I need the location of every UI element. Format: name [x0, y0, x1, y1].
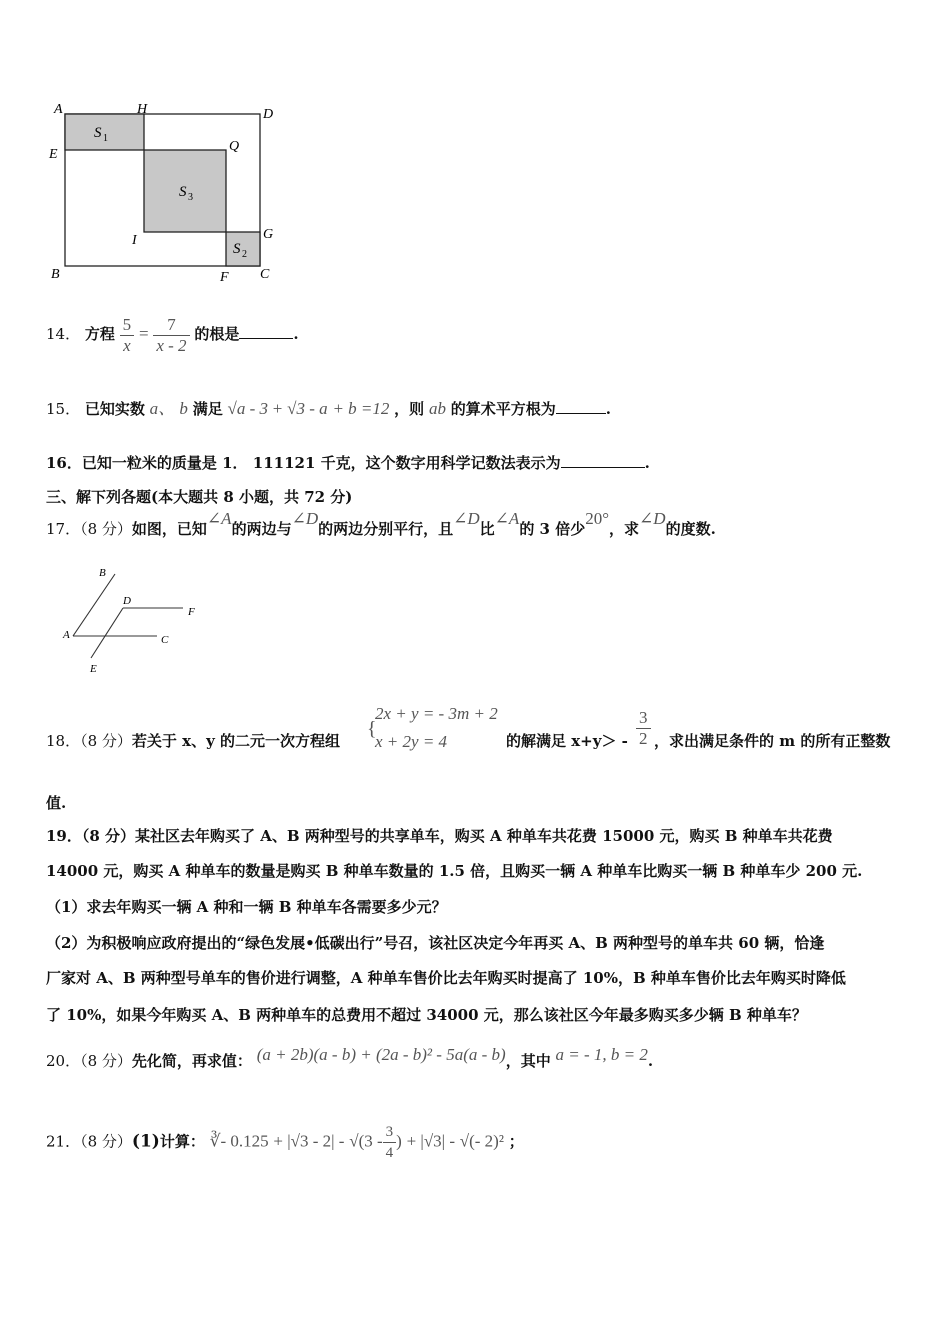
q18-p3-wrap	[654, 730, 890, 752]
q21-frac-den: 4	[385, 1145, 394, 1161]
question-17	[46, 509, 716, 540]
q17-angle-a-2: ∠A	[494, 509, 520, 528]
q15-tail2: 的算术平方根为	[450, 400, 556, 418]
q15-answer-blank	[556, 399, 606, 414]
region-s2-sub: 2	[242, 249, 247, 260]
region-s3-sub: 3	[188, 192, 193, 203]
section-3-heading: 三、解下列各题(本大题共 8 小题，共 72 分)	[46, 488, 353, 506]
label-f: F	[220, 270, 229, 285]
q21-fraction	[383, 1122, 397, 1163]
q15-vars: a、 b	[149, 399, 188, 418]
q15-plus: +	[272, 399, 283, 418]
q15-number: 15．	[46, 400, 81, 418]
label-f: F	[188, 606, 195, 618]
q14-end: .	[293, 325, 299, 343]
region-s3: S	[179, 184, 187, 200]
label-c: C	[260, 267, 270, 282]
q17-angle-d: ∠D	[291, 509, 319, 528]
q20-end: .	[647, 1052, 654, 1070]
q17-p6: ，求	[609, 520, 640, 538]
q15-expr-c: + b =12	[332, 399, 390, 418]
q18-p4: 值.	[46, 794, 67, 812]
question-21	[46, 1122, 524, 1163]
q18-fraction	[636, 708, 651, 749]
q18-score: （8 分）	[80, 732, 132, 750]
question-14	[46, 310, 299, 358]
region-s2: S	[233, 241, 241, 257]
q21-term-3: √(3 -	[349, 1131, 383, 1151]
ray-ab	[73, 574, 115, 636]
q16-answer-blank	[561, 453, 645, 468]
q19-line-3: （1）求去年购买一辆 A 种和一辆 B 种单车各需要多少元？	[46, 898, 447, 916]
q17-angle-d-2: ∠D	[453, 509, 480, 528]
q17-degrees: 20°	[585, 509, 610, 528]
q21-term-5: √(- 2)²	[459, 1131, 504, 1151]
q15-lead: 已知实数	[84, 400, 145, 418]
q14-fraction-1	[120, 315, 135, 356]
q15-sqrt-b: √3 - a	[287, 399, 328, 418]
q20-p1: 先化简，再求值：	[131, 1052, 252, 1070]
label-q: Q	[229, 139, 240, 154]
square-partition-figure	[40, 96, 290, 291]
q19-line-1: 19．（8 分）某社区去年购买了 A、B 两种型号的共享单车，购买 A 种单车共花费 15000 元，购买 B 种单车共花费	[46, 827, 833, 845]
q14-frac1-num: 5	[120, 315, 135, 336]
label-b: B	[99, 567, 106, 579]
q14-frac2-den: x - 2	[156, 335, 187, 355]
question-15	[46, 398, 611, 420]
label-g: G	[263, 227, 274, 242]
q21-term-4: + |√3| -	[406, 1131, 455, 1151]
q18-frac-num: 3	[636, 708, 651, 729]
label-b: B	[51, 267, 60, 282]
label-e: E	[49, 147, 58, 162]
q14-number: 14．	[46, 325, 81, 343]
q16-text: 16．已知一粒米的质量是 1． 111121 千克，这个数字用科学记数法表示为	[46, 454, 561, 472]
q21-number: 21．	[46, 1132, 81, 1151]
q18-brace: {	[367, 718, 377, 740]
q21-part: (1)	[131, 1131, 160, 1152]
q15-sqrt-a: √a - 3	[227, 399, 268, 418]
q20-p2: ，其中	[505, 1052, 551, 1070]
q18-p2: 的解满足 x+y＞ -	[506, 732, 628, 750]
q14-equals: =	[138, 324, 149, 343]
q18-p1: 若关于 x、y 的二元一次方程组	[131, 732, 341, 750]
q14-frac1-den: x	[123, 335, 131, 355]
q14-answer-blank	[239, 324, 293, 339]
q14-tail: 的根是	[194, 325, 240, 343]
q14-fraction-2	[153, 315, 189, 356]
q15-end: .	[605, 400, 611, 418]
question-18-line-1	[46, 730, 340, 752]
q18-eq1: 2x + y = - 3m + 2	[375, 704, 498, 723]
q18-equation-system	[367, 704, 507, 754]
q21-frac-num: 3	[383, 1122, 397, 1143]
region-s1: S	[94, 125, 102, 141]
q15-mid: 满足	[192, 400, 223, 418]
q19-line-6: 了 10%，如果今年购买 A、B 两种单车的总费用不超过 34000 元，那么该社区今年最多购买多少辆 B 种单车？	[46, 1006, 807, 1024]
q16-end: .	[644, 454, 650, 472]
q20-expression: (a + 2b)(a - b) + (2a - b)² - 5a(a - b)	[256, 1045, 506, 1064]
q18-number: 18．	[46, 732, 81, 750]
q17-number: 17．	[46, 520, 81, 538]
q17-p1: 如图，已知	[131, 520, 207, 538]
q19-line-4: （2）为积极响应政府提出的“绿色发展•低碳出行”号召，该社区决定今年再买 A、B 两种型号的单车共 60 辆，恰逢	[46, 934, 825, 952]
label-a: A	[63, 629, 70, 641]
square-s1	[65, 114, 144, 150]
region-s1-sub: 1	[103, 133, 108, 144]
q20-number: 20．	[46, 1052, 81, 1070]
q17-angle-a: ∠A	[206, 509, 232, 528]
q21-p1: 计算：	[159, 1132, 205, 1151]
q17-p7: 的度数.	[665, 520, 716, 538]
label-e: E	[90, 663, 97, 675]
label-a: A	[54, 102, 63, 117]
q21-score: （8 分）	[80, 1132, 132, 1151]
q19-line-5: 厂家对 A、B 两种型号单车的售价进行调整，A 种单车售价比去年购买时提高了 10%，B 种单车售价比去年购买时降低	[46, 969, 846, 987]
label-d: D	[123, 595, 131, 607]
label-h: H	[137, 102, 148, 117]
q18-frac-den: 2	[639, 729, 648, 748]
q17-score: （8 分）	[80, 520, 132, 538]
q14-frac2-num: 7	[153, 315, 189, 336]
q18-p3: ，求出满足条件的 m 的所有正整数	[654, 732, 891, 750]
question-20	[46, 1045, 654, 1072]
q21-term-2: + |√3 - 2| -	[273, 1131, 345, 1151]
q19-line-2: 14000 元，购买 A 种单车的数量是购买 B 种单车数量的 1.5 倍，且购买一辆 A 种单车比购买一辆 B 种单车少 200 元.	[46, 862, 863, 880]
q17-p4: 比	[479, 520, 495, 538]
q20-score: （8 分）	[80, 1052, 132, 1070]
parallel-angles-figure	[55, 560, 215, 680]
q14-lead: 方程	[84, 325, 115, 343]
q15-tail1: ，则	[394, 400, 425, 418]
q21-term-1: ∛- 0.125	[209, 1131, 269, 1151]
label-c: C	[161, 634, 169, 646]
q17-p3: 的两边分别平行，且	[318, 520, 454, 538]
q17-p5: 的 3 倍少	[519, 520, 586, 538]
q17-angle-d-3: ∠D	[639, 509, 666, 528]
q21-term-3-close: )	[396, 1131, 402, 1151]
question-16	[46, 452, 650, 474]
q17-p2: 的两边与	[231, 520, 292, 538]
ray-de	[91, 608, 123, 658]
label-i: I	[132, 233, 137, 248]
q15-ab: ab	[428, 399, 446, 418]
q21-end: ；	[508, 1132, 524, 1151]
question-18-line-1-right	[506, 730, 628, 752]
q18-eq2: x + 2y = 4	[375, 732, 448, 751]
label-d: D	[263, 107, 274, 122]
q20-condition: a = - 1, b = 2	[555, 1045, 648, 1064]
